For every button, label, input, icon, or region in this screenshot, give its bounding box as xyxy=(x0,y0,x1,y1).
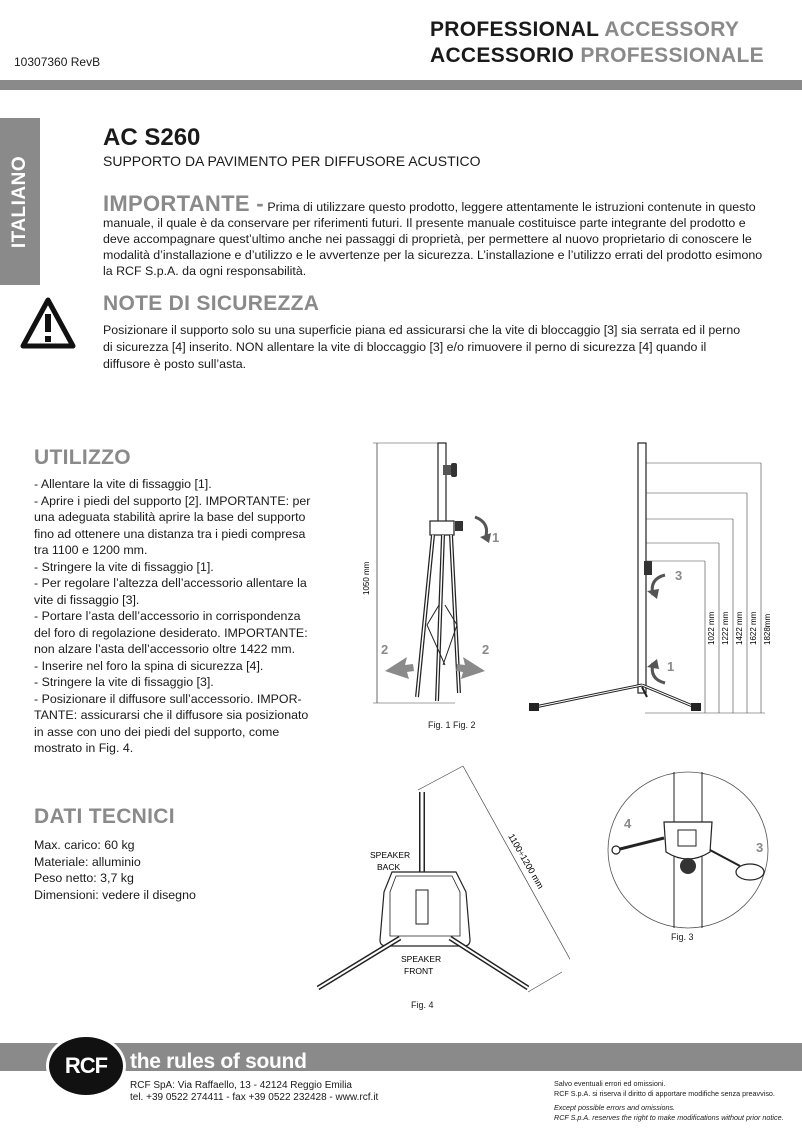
disclaimer-en-2: RCF S.p.A. reserves the right to make modifications without prior notice. xyxy=(554,1113,784,1122)
product-title: AC S260 xyxy=(103,124,201,151)
fig4-speaker-back-1: SPEAKER xyxy=(370,850,411,860)
fig4-speaker-front-1: SPEAKER xyxy=(401,954,442,964)
fig4-caption: Fig. 4 xyxy=(411,1000,434,1010)
safety-heading: NOTE DI SICUREZZA xyxy=(103,292,320,315)
product-subtitle: SUPPORTO DA PAVIMENTO PER DIFFUSORE ACUSTICO xyxy=(103,153,481,169)
fig1-callout-2-left: 2 xyxy=(381,642,389,657)
usage-steps xyxy=(34,476,314,757)
header-title-it xyxy=(430,44,764,68)
figure-4-top-view-drawing xyxy=(300,760,570,1000)
disclaimer-it-1: Salvo eventuali errori ed omissioni. xyxy=(554,1079,666,1088)
usage-heading: UTILIZZO xyxy=(34,446,131,469)
fig2-callout-1: 1 xyxy=(667,659,675,674)
usage-step: - Portare l’asta dell’accessorio in corrispondenza del foro di regolazione desiderato. IMPORTANTE: non alzare l’asta dell’accessorio oltre 1422 mm. xyxy=(34,609,308,656)
document-number: 10307360 RevB xyxy=(14,55,101,69)
language-tab-label: ITALIANO xyxy=(9,155,30,248)
fig1-left-spread-arrow xyxy=(385,657,414,679)
safety-text: Posizionare il supporto solo su una superficie piana ed assicurarsi che la vite di bloccaggio [3] sia serrata ed il perno di sicurezza [4] inserito. NON allentare la vite di bloccaggio [3] e/o rimuovere il perno di sicurezza [4] quando il diffusore è posto sull’asta. xyxy=(103,323,741,371)
usage-step: - Aprire i piedi del supporto [2]. IMPORTANTE: per una adeguata stabilità aprire la base del supporto fino ad ottenere una distanza tra i piedi compresa tra 1100 e 1200 mm. xyxy=(34,493,311,557)
header-title-en-light: ACCESSORY xyxy=(604,18,740,41)
usage-step: - Allentare la vite di fissaggio [1]. xyxy=(34,477,212,491)
fig3-caption: Fig. 3 xyxy=(671,932,694,942)
spec-item: Max. carico: 60 kg xyxy=(34,838,135,852)
fig4-span-label: 1100÷1200 mm xyxy=(506,832,546,891)
footer-contact-line: tel. +39 0522 274411 - fax +39 0522 232428 - www.rcf.it xyxy=(130,1092,379,1103)
disclaimer-en-1: Except possible errors and omissions. xyxy=(554,1103,676,1112)
fig2-height-1828: 1828mm xyxy=(763,613,772,645)
footer-address-line: RCF SpA: Via Raffaello, 13 - 42124 Reggio Emilia xyxy=(130,1080,352,1091)
fig3-callout-3: 3 xyxy=(756,840,764,855)
usage-step: - Per regolare l’altezza dell’accessorio allentare la vite di fissaggio [3]. xyxy=(34,576,307,607)
spec-item: Dimensioni: vedere il disegno xyxy=(34,887,196,902)
footer-address xyxy=(130,1080,378,1104)
spec-item: Materiale: alluminio xyxy=(34,854,141,869)
header-divider-bar xyxy=(0,80,802,90)
fig4-speaker-front-2: FRONT xyxy=(404,966,434,976)
language-tab xyxy=(0,118,40,285)
spec-item: Peso netto: 3,7 kg xyxy=(34,871,134,885)
usage-step: - Stringere la vite di fissaggio [3]. xyxy=(34,675,214,689)
footer-slogan: the rules of sound xyxy=(130,1050,307,1073)
header-title-it-dark: ACCESSORIO xyxy=(430,44,575,67)
disclaimer-it-2: RCF S.p.A. si riserva il diritto di apportare modifiche senza preavviso. xyxy=(554,1089,775,1098)
important-text: Prima di utilizzare questo prodotto, leggere attentamente le istruzioni contenute in questo manuale, il quale è da conservare per riferimenti futuri. Il presente manuale costituisce parte integrante del prodotto e deve accompagnare quest’ultimo anche nei passaggi di proprietà, per permettere al nuovo proprietario di conoscere le modalità d’installazione e d’utilizzo e le avvertenze per la sicurezza. L’installazione e l’utilizzo errati del prodotto esimono la RCF S.p.A. da ogni responsabilità. xyxy=(103,200,763,278)
important-heading: IMPORTANTE - xyxy=(103,191,264,216)
rcf-logo-text: RCF xyxy=(64,1053,108,1078)
footer-disclaimer xyxy=(554,1079,784,1123)
fig2-callout-3: 3 xyxy=(675,568,683,583)
rcf-logo xyxy=(46,1034,126,1098)
fig2-height-1022: 1022 mm xyxy=(707,611,716,645)
warning-icon xyxy=(20,296,76,350)
header-title-en-dark: PROFESSIONAL xyxy=(430,18,599,41)
usage-step: - Posizionare il diffusore sull’accessorio. IMPOR-TANTE: assicurarsi che il diffusore sia posizionato in asse con uno dei piedi del supporto, come mostrato in Fig. 4. xyxy=(34,691,309,755)
specs-list xyxy=(34,837,294,903)
usage-step: - Stringere la vite di fissaggio [1]. xyxy=(34,559,214,574)
header-title-it-light: PROFESSIONALE xyxy=(580,44,764,67)
fig2-height-1222: 1222 mm xyxy=(721,611,730,645)
fig3-callout-4: 4 xyxy=(624,816,632,831)
specs-heading: DATI TECNICI xyxy=(34,805,175,828)
figure-3-detail-drawing xyxy=(600,770,780,930)
fig1-right-spread-arrow xyxy=(456,657,485,679)
fig2-height-1622: 1622 mm xyxy=(749,611,758,645)
figure-2-height-drawing xyxy=(525,435,775,725)
fig12-caption: Fig. 1 Fig. 2 xyxy=(428,720,476,730)
fig1-height-label: 1050 mm xyxy=(362,561,371,595)
usage-step: - Inserire nel foro la spina di sicurezza [4]. xyxy=(34,658,264,673)
header-title-en xyxy=(430,18,739,42)
fig1-callout-2-right: 2 xyxy=(482,642,490,657)
fig4-speaker-back-2: BACK xyxy=(377,862,401,872)
figure-1-stand-drawing xyxy=(355,435,515,735)
important-notice xyxy=(103,191,763,279)
fig2-height-1422: 1422 mm xyxy=(735,611,744,645)
fig1-callout-1: 1 xyxy=(492,530,500,545)
